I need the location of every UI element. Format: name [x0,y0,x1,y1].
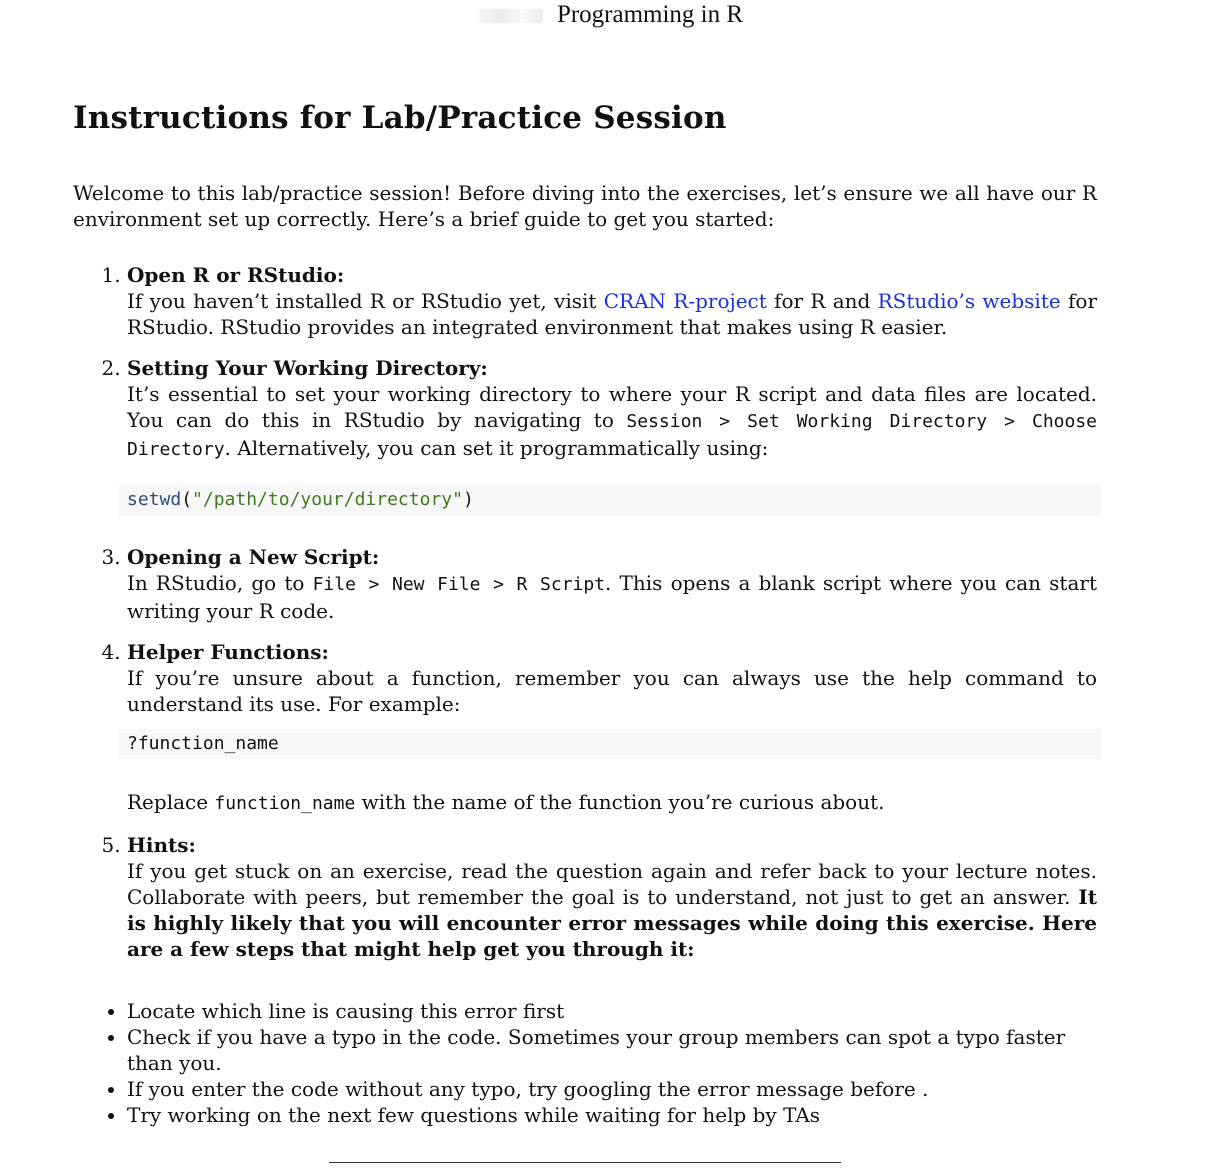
step-item [127,544,1097,624]
step-text: Replace [127,790,215,814]
step-body [127,570,1097,624]
running-header [0,0,1222,30]
step-item [127,832,1097,962]
step-item [127,355,1097,516]
steps-list [73,262,1097,962]
step-title: 2. Setting Your Working Directory: [127,356,488,380]
cran-link[interactable]: CRAN R-project [603,289,767,313]
step-item [127,262,1097,340]
step-text: . Alternatively, you can set it programmatically using: [224,436,769,460]
page-title: Instructions for Lab/Practice Session [73,100,727,136]
step-title: 5. Hints: [127,833,196,857]
code-paren-close: ) [462,488,474,510]
header-title: Programming in R [556,1,744,28]
step-title: 4. Helper Functions: [127,640,329,664]
intro-paragraph: Welcome to this lab/practice session! Before diving into the exercises, let’s ensure we all have our R environment set up correctly. Here’s a brief guide to get you started: [73,181,1097,231]
step-body [127,381,1097,463]
step-text: If you get stuck on an exercise, read the question again and refer back to your lecture notes. Collaborate with peers, but remember the goal is to understand, not just to get an answer. [127,859,1097,909]
document-body [73,98,1097,1128]
step-text: for RStudio. RStudio provides an integrated environment that makes using R easier. [127,289,1098,339]
hints-bullet-list [73,998,1097,1128]
code-block-help [119,729,1101,759]
step-body [127,288,1097,340]
bullet-item: • Locate which line is causing this error first [127,998,1097,1024]
step-bold-text: It is highly likely that you will encounter error messages while doing this exercise. Here are a few steps that might help get you through it: [127,885,1097,961]
bullet-item: • Try working on the next few questions while waiting for help by TAs [127,1102,1097,1128]
step-text: In RStudio, go to [127,571,313,595]
step-text: It’s essential to set your working directory to where your R script and data files are located. You can do this in RStudio by navigating to [127,382,1097,432]
bullet-item: • If you enter the code without any typo, try googling the error message before . [127,1076,1097,1102]
bullet-item: • Check if you have a typo in the code. Sometimes your group members can spot a typo faster than you. [127,1024,1097,1076]
rstudio-website-link[interactable]: RStudio’s website [877,289,1061,313]
step-body [127,858,1097,962]
code-text: ?function_name [127,733,279,754]
menu-path: File > New File > R Script [312,574,606,595]
step-note [127,789,1097,817]
step-text: for R and [766,289,878,313]
step-item [127,639,1097,817]
code-function: setwd [127,488,182,510]
code-block-setwd [119,483,1101,516]
code-string: "/path/to/your/directory" [192,488,463,510]
step-title: 3. Opening a New Script: [127,545,380,569]
footnote-rule [329,1162,841,1163]
step-text: with the name of the function you’re curious about. [355,790,885,814]
header-smudge [479,9,543,23]
menu-path: Session > Set Working Directory > Choose Directory [127,411,1098,460]
inline-code: function_name [214,793,356,814]
step-text: If you haven’t installed R or RStudio yet, visit [127,289,604,313]
step-text: . This opens a blank script where you can start writing your R code. [127,571,1097,623]
code-paren-open: ( [181,488,193,510]
step-body: If you’re unsure about a function, remember you can always use the help command to understand its use. For example: [127,666,1097,716]
step-title: 1. Open R or RStudio: [127,263,345,287]
